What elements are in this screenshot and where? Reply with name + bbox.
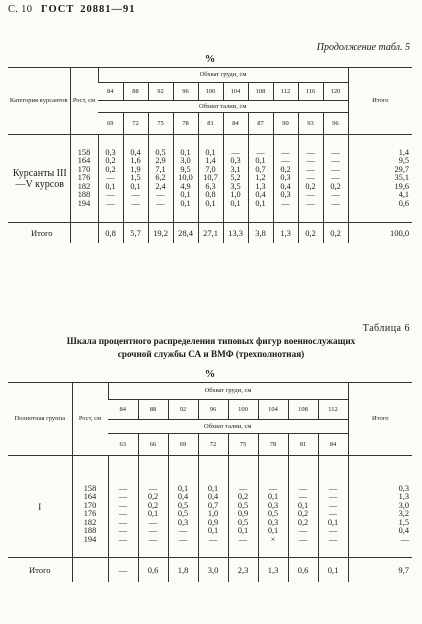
chest-value: 88: [138, 400, 168, 420]
waist-value: 84: [223, 113, 248, 135]
data-column: — — 0,1 0,2 0,2 — —: [288, 456, 318, 558]
total-value: 2,3: [228, 558, 258, 582]
total-value: 1,3: [273, 223, 298, 244]
data-column: — 0,1 0,3 0,5 0,3 0,1 ×: [258, 456, 288, 558]
chest-value: 108: [288, 400, 318, 420]
data-column: — — 0,2 0,3 0,4 0,3 —: [273, 135, 298, 223]
row-total-column: 1,4 9,5 29,7 35,1 19,6 4,1 0,6: [348, 135, 412, 223]
chest-header-6: Обхват груди, см: [108, 383, 348, 400]
total-value: 0,8: [98, 223, 123, 244]
caption-line-2: срочной службы СА и ВМФ (трехполнотная): [117, 349, 305, 359]
chest-value: 112: [273, 83, 298, 101]
total-value: 0,6: [288, 558, 318, 582]
height-column: 158 164 170 176 182 188 194: [70, 135, 98, 223]
total-value: 13,3: [223, 223, 248, 244]
group-label: Курсанты III—V курсов: [8, 135, 70, 223]
chest-value: 120: [323, 83, 348, 101]
data-column: 0,1 0,4 0,7 1,0 0,9 0,1 —: [198, 456, 228, 558]
height-header-6: Рост, см: [72, 383, 108, 456]
total-row-label-6: Итого: [8, 558, 72, 582]
continuation-caption: Продолжение табл. 5: [316, 42, 410, 53]
data-column: 0,4 1,6 1,9 1,5 0,1 — —: [123, 135, 148, 223]
table-6-title: Таблица 6: [362, 323, 410, 334]
caption-line-1: Шкала процентного распределения типовых фигур военнослужащих: [66, 336, 356, 346]
chest-value: 96: [173, 83, 198, 101]
data-column: — — — — 0,2 — —: [298, 135, 323, 223]
waist-header: Обхват талии, см: [98, 101, 348, 113]
data-column: — 0,2 0,5 0,9 0,5 0,1 —: [228, 456, 258, 558]
total-header-6: Итого: [348, 383, 412, 456]
data-column: 0,1 1,4 7,0 10,7 6,3 0,8 0,1: [198, 135, 223, 223]
data-column: 0,3 0,2 0,2 — 0,1 — —: [98, 135, 123, 223]
percent-sign: %: [204, 54, 216, 65]
page-number: С. 10: [8, 4, 33, 15]
height-column-6: 158 164 170 176 182 188 194: [72, 456, 108, 558]
empty-cell: [72, 558, 108, 582]
waist-value: 75: [148, 113, 173, 135]
total-value: 0,2: [298, 223, 323, 244]
waist-value: 78: [173, 113, 198, 135]
height-header: Рост, см: [70, 68, 98, 135]
group-column-header: Полнотная группа: [8, 383, 72, 456]
grand-total-6: 9,7: [348, 558, 412, 582]
chest-value: 84: [98, 83, 123, 101]
total-value: 0,1: [318, 558, 348, 582]
chest-value: 96: [198, 400, 228, 420]
total-value: 0,2: [323, 223, 348, 244]
chest-value: 104: [223, 83, 248, 101]
chest-value: 100: [228, 400, 258, 420]
total-value: 3,0: [198, 558, 228, 582]
waist-value: 72: [198, 434, 228, 456]
waist-value: 72: [123, 113, 148, 135]
category-header: Категория курсантов: [8, 68, 70, 135]
total-value: 3,8: [248, 223, 273, 244]
chest-value: 100: [198, 83, 223, 101]
chest-value: 112: [318, 400, 348, 420]
waist-value: 63: [108, 434, 138, 456]
table-5: [8, 67, 412, 243]
chest-value: 108: [248, 83, 273, 101]
chest-value: 92: [168, 400, 198, 420]
total-value: 5,7: [123, 223, 148, 244]
data-column: — 0,1 0,7 1,2 1,3 0,4 0,1: [248, 135, 273, 223]
data-column: — 0,2 0,2 0,1 — — —: [138, 456, 168, 558]
waist-value: 84: [318, 434, 348, 456]
gost-number: 20881—91: [80, 4, 136, 15]
total-value: —: [108, 558, 138, 582]
data-column: — — — — 0,1 — —: [318, 456, 348, 558]
data-column: — 0,3 3,1 5,2 3,5 1,0 0,1: [223, 135, 248, 223]
gost-label: ГОСТ: [41, 4, 75, 15]
chest-header: Обхват груди, см: [98, 68, 348, 83]
waist-value: 78: [258, 434, 288, 456]
chest-value: 104: [258, 400, 288, 420]
total-value: 28,4: [173, 223, 198, 244]
waist-value: 90: [273, 113, 298, 135]
chest-value: 116: [298, 83, 323, 101]
grand-total: 100,0: [348, 223, 412, 244]
total-value: 27,1: [198, 223, 223, 244]
data-column: — — — — — — —: [108, 456, 138, 558]
percent-sign-6: %: [204, 369, 216, 380]
chest-value: 92: [148, 83, 173, 101]
chest-value: 84: [108, 400, 138, 420]
waist-value: 69: [168, 434, 198, 456]
waist-value: 69: [98, 113, 123, 135]
total-row-label: Итого: [8, 223, 70, 244]
waist-value: 81: [198, 113, 223, 135]
table-6-caption: [20, 335, 402, 361]
data-column: 0,5 2,9 7,1 6,2 2,4 — —: [148, 135, 173, 223]
empty-cell: [70, 223, 98, 244]
waist-value: 87: [248, 113, 273, 135]
data-column: 0,1 3,0 9,5 10,0 4,9 0,1 0,1: [173, 135, 198, 223]
group-label-6: I: [8, 456, 72, 558]
waist-value: 66: [138, 434, 168, 456]
total-value: 1,3: [258, 558, 288, 582]
waist-value: 96: [323, 113, 348, 135]
total-value: 0,6: [138, 558, 168, 582]
total-value: 1,8: [168, 558, 198, 582]
waist-value: 93: [298, 113, 323, 135]
data-column: — — — — 0,2 — —: [323, 135, 348, 223]
total-header: Итого: [348, 68, 412, 135]
data-column: 0,1 0,4 0,5 0,5 0,3 — —: [168, 456, 198, 558]
row-total-column-6: 0,3 1,3 3,0 3,2 1,5 0,4 —: [348, 456, 412, 558]
total-value: 19,2: [148, 223, 173, 244]
chest-value: 88: [123, 83, 148, 101]
waist-value: 81: [288, 434, 318, 456]
waist-value: 75: [228, 434, 258, 456]
table-6: [8, 382, 412, 582]
page-header: [8, 4, 135, 15]
waist-header-6: Обхват талии, см: [108, 420, 348, 434]
